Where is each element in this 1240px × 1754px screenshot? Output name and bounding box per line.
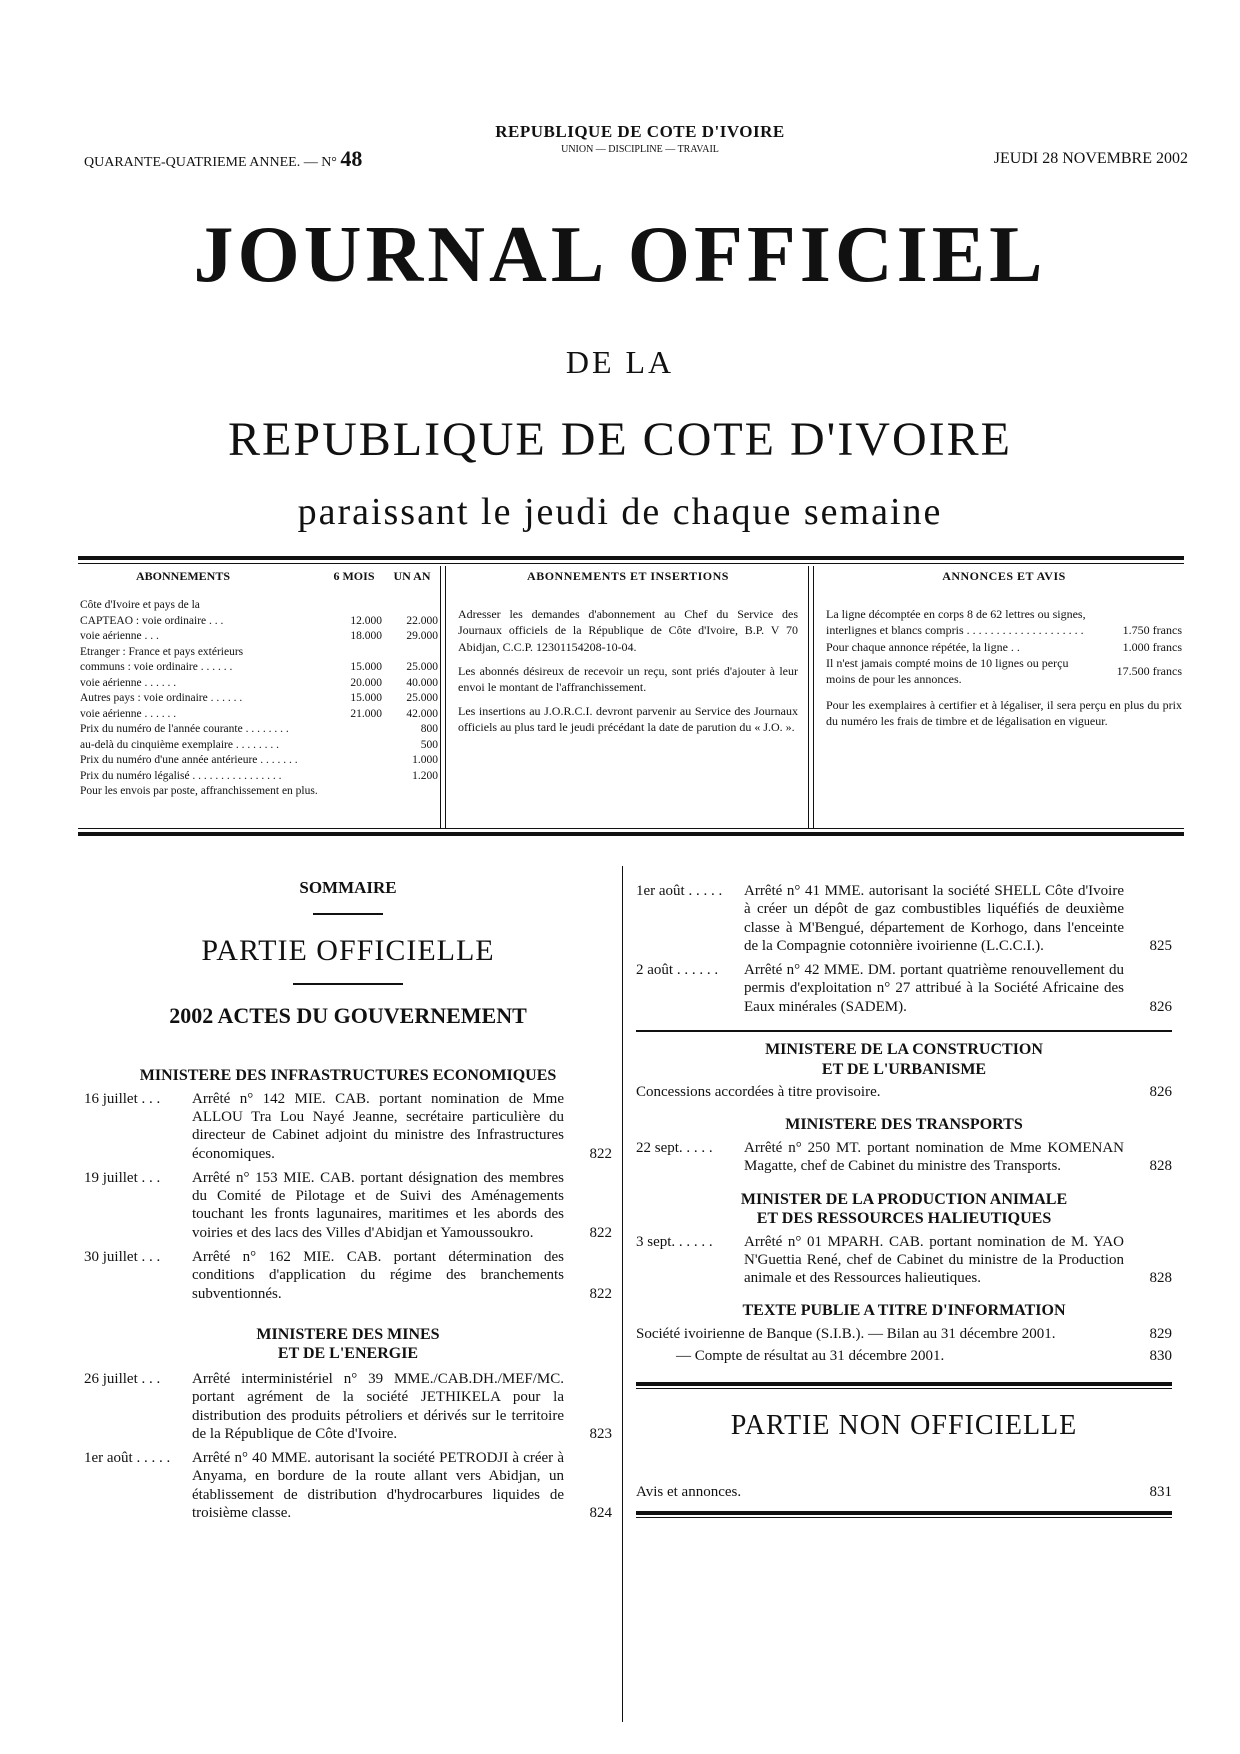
annonces-box [826,568,1182,824]
entry-text: Arrêté interministériel n° 39 MME./CAB.DH./MEF/MC. portant agrément de la société JETHIKELA pour la distribution des produits pétroliers et dérivés sur le territoire de la République de Côte d'Ivoire. [192,1370,564,1442]
subscription-label: Prix du numéro légalisé . . . . . . . . . . . . . . . . [80,769,282,782]
annonces-minimum-price: 17.500 francs [1116,663,1182,678]
top-rule-thin [78,563,1184,564]
ministry-production-line1: MINISTER DE LA PRODUCTION ANIMALE [740,1190,1068,1208]
partie-non-officielle-heading: PARTIE NON OFFICIELLE [730,1409,1078,1441]
subscription-row [80,753,438,769]
subscription-label: voie aérienne . . . . . . [80,676,177,689]
summary-entry [84,1370,612,1443]
annonces-heading: ANNONCES ET AVIS [942,569,1066,583]
subscription-row [80,722,438,738]
summary-entry [84,1248,612,1303]
entry-date: 2 août . . . . . . [636,962,719,979]
entry-page: 823 [589,1425,612,1442]
mines-continued-entries [636,882,1172,1016]
masthead-frequency: paraissant le jeudi de chaque semaine [297,491,943,533]
issue-number: 48 [340,146,363,171]
concessions-page: 826 [1149,1084,1172,1101]
entry-text: Arrêté n° 142 MIE. CAB. portant nomination de Mme ALLOU Tra Lou Nayé Jeanne, secrétaire particulière du directeur de Cabinet adjoint du ministre des Infrastructures économiques. [192,1090,564,1162]
entry-text: Arrêté n° 250 MT. portant nomination de Mme KOMENAN Magatte, chef de Cabinet du ministre des Transports. [744,1139,1124,1175]
annonces-legalisation: Pour les exemplaires à certifier et à légaliser, il sera perçu en plus du prix du numéro les frais de timbre et de légalisation en vigueur. [826,698,1182,729]
concessions-entry: Concessions accordées à titre provisoire. [636,1084,881,1101]
avis-entry: Avis et annonces. [636,1483,742,1500]
section-rule [636,1030,1172,1032]
sib-bilan-page: 829 [1149,1325,1172,1342]
ministry-production-line2: ET DES RESSOURCES HALIEUTIQUES [756,1210,1052,1228]
annonces-repeat-price: 1.000 francs [1122,639,1182,654]
non-officielle-rule [636,1382,1172,1386]
subscription-row [80,660,438,676]
summary-entry [636,882,1172,955]
subscription-one-year: 40.000 [406,676,438,689]
subscriptions-heading: ABONNEMENTS [136,569,231,583]
entry-date: 30 juillet . . . [84,1249,161,1266]
actes-heading: 2002 ACTES DU GOUVERNEMENT [169,1003,527,1029]
subscription-label: Prix du numéro d'une année antérieure . . . . . . . [80,754,298,767]
subscription-one-year: 1.000 [412,754,438,767]
ministry-mines-line2: ET DE L'ENERGIE [277,1345,419,1363]
summary-left-column [84,876,612,1528]
bottom-rule-thin [636,1517,1172,1518]
subscription-one-year: 25.000 [406,661,438,674]
subscription-row [80,645,438,661]
subscription-six-months [326,598,382,614]
box-separator [808,566,814,828]
summary-entry [84,1449,612,1522]
transports-entry [636,1139,1172,1176]
entry-date: 22 sept. . . . . [636,1139,713,1156]
subscription-row [80,707,438,723]
subscription-six-months: 15.000 [350,692,382,705]
non-officielle-rule-thin [636,1388,1172,1389]
subscription-one-year: 42.000 [406,707,438,720]
subscription-label: CAPTEAO : voie ordinaire . . . [80,614,224,627]
subscription-one-year: 22.000 [406,614,438,627]
annonces-line-rate: La ligne décomptée en corps 8 de 62 lettres ou signes, interlignes et blancs compris . . . . . . . . . . . . . . . . . . . . [826,607,1086,638]
ministry-construction-line1: MINISTERE DE LA CONSTRUCTION [765,1041,1043,1059]
entry-page: 826 [1149,998,1172,1015]
ministry-transports: MINISTERE DES TRANSPORTS [785,1116,1023,1134]
subscription-one-year: 800 [420,723,438,736]
insertions-text-3: Les insertions au J.O.R.C.I. devront parvenir au Service des Journaux officiels au plus tard le jeudi précédant la date de parution du « J.O. ». [458,704,798,735]
entry-text: Arrêté n° 153 MIE. CAB. portant désignation des membres du Comité de Pilotage et de Suivi des Aménagements touchant les fronts lagunaires, maritimes et les abords des voiries et des lacs des Villes d'Abidjan et Yamoussoukro. [192,1169,564,1241]
subscription-row [80,738,438,754]
entry-text: Arrêté n° 01 MPARH. CAB. portant nomination de M. YAO N'Guettia René, chef de Cabinet du ministre de la Production animale et des Ressources halieutiques. [744,1233,1124,1287]
subscription-label: voie aérienne . . . [80,630,159,643]
avis-page: 831 [1149,1483,1172,1500]
entry-page: 824 [589,1505,612,1522]
annonces-repeat-rate: Pour chaque annonce répétée, la ligne . . [826,639,1020,654]
ministry-mines-entries [84,1370,612,1522]
entry-page: 828 [1149,1270,1172,1287]
subscription-label: Côte d'Ivoire et pays de la [80,599,200,612]
entry-page: 822 [589,1285,612,1302]
subscriptions-table [80,598,438,800]
header-motto: UNION — DISCIPLINE — TRAVAIL [561,144,719,155]
subscription-six-months: 18.000 [350,630,382,643]
entry-date: 3 sept. . . . . . [636,1233,713,1250]
subscription-one-year [382,598,438,614]
entry-date: 19 juillet . . . [84,1169,161,1186]
box-bottom-rule [78,832,1184,836]
summary-right-column [636,882,1172,1518]
subscription-one-year [382,645,438,661]
bottom-rule [636,1511,1172,1515]
entry-text: Arrêté n° 42 MME. DM. portant quatrième renouvellement du permis d'exploitation n° 27 attribué à la Société Africaine des Eaux minérales (SADEM). [744,962,1124,1015]
header-republic-block [440,122,840,155]
issue-line [84,146,362,172]
annonces-minimum: Il n'est jamais compté moins de 10 lignes ou perçu moins de pour les annonces. [826,655,1069,686]
subscription-six-months [326,753,382,769]
annonces-line-price: 1.750 francs [1122,623,1182,638]
entry-date: 1er août . . . . . [636,883,723,899]
header-republic: REPUBLIQUE DE COTE D'IVOIRE [495,122,785,141]
sib-compte-page: 830 [1149,1348,1172,1365]
ministry-construction-line2: ET DE L'URBANISME [821,1060,987,1078]
subscription-label: voie aérienne . . . . . . [80,707,177,720]
production-entry [636,1233,1172,1288]
sommaire-rule [313,913,383,915]
subscription-six-months [326,784,382,800]
subscription-six-months: 12.000 [350,614,382,627]
entry-text: Arrêté n° 41 MME. autorisant la société SHELL Côte d'Ivoire à créer un dépôt de gaz combustibles liquéfiés de deuxième classe à M'Bengué, département de Korhogo, dans l'enceinte de la Compagnie cotonnière ivoirienne (L.C.C.I.). [744,883,1124,954]
subscription-row [80,614,438,630]
insertions-heading: ABONNEMENTS ET INSERTIONS [527,569,729,583]
subscription-six-months: 21.000 [350,707,382,720]
entry-page: 822 [589,1224,612,1241]
subscription-one-year: 500 [420,738,438,751]
subscription-one-year: 25.000 [406,692,438,705]
subscription-one-year: 29.000 [406,630,438,643]
summary-entry [636,961,1172,1016]
col-six-months: 6 MOIS [333,569,375,583]
subscription-six-months [326,738,382,754]
entry-page: 822 [589,1145,612,1162]
entry-date: 16 juillet . . . [84,1090,161,1107]
subscription-label: Etranger : France et pays extérieurs [80,645,244,658]
subscription-row [80,691,438,707]
subscription-row [80,598,438,614]
journal-title: JOURNAL OFFICIEL [193,211,1047,299]
entry-date: 26 juillet . . . [84,1370,161,1387]
subscription-label: communs : voie ordinaire . . . . . . [80,661,233,674]
insertions-text-2: Les abonnés désireux de recevoir un reçu, sont priés d'ajouter à leur envoi le montant de l'affranchissement. [458,663,798,694]
subscription-one-year [382,784,438,800]
ministry-infrastructures: MINISTERE DES INFRASTRUCTURES ECONOMIQUES [139,1067,557,1085]
summary-entry [84,1090,612,1163]
box-bottom-rule-thin [78,828,1184,829]
ministry-infrastructures-entries [84,1090,612,1303]
subscription-six-months [326,769,382,785]
summary-entry [84,1169,612,1242]
subscription-row [80,676,438,692]
subscription-six-months: 15.000 [350,661,382,674]
ministry-mines-line1: MINISTERE DES MINES [256,1325,440,1343]
subscription-one-year: 1.200 [412,769,438,782]
top-rule [78,556,1184,560]
box-separator [440,566,446,828]
entry-date: 1er août . . . . . [84,1450,171,1467]
issue-date: JEUDI 28 NOVEMBRE 2002 [993,150,1188,167]
partie-officielle-heading: PARTIE OFFICIELLE [201,933,495,967]
masthead-de-la: DE LA [565,344,675,380]
subscription-six-months: 20.000 [350,676,382,689]
col-one-year: UN AN [393,569,431,583]
subscription-six-months [326,645,382,661]
subscription-row [80,769,438,785]
subscription-row [80,629,438,645]
subscription-label: Autres pays : voie ordinaire . . . . . . [80,692,243,705]
insertions-box [458,568,798,824]
sommaire-heading: SOMMAIRE [299,878,397,897]
subscription-label: au-delà du cinquième exemplaire . . . . . . . . [80,738,279,751]
subscription-row [80,784,438,800]
subscription-six-months [326,722,382,738]
year-label: QUARANTE-QUATRIEME ANNEE. — N° [84,155,337,170]
entry-text: Arrêté n° 162 MIE. CAB. portant détermination des conditions d'application du régime des branchements subventionnés. [192,1249,564,1302]
insertions-text-1: Adresser les demandes d'abonnement au Chef du Service des Journaux officiels de la République de Côte d'Ivoire, B.P. V 70 Abidjan, C.C.P. 12301154208-10-04. [458,607,798,654]
sib-compte-entry: — Compte de résultat au 31 décembre 2001. [676,1348,945,1365]
entry-page: 825 [1149,937,1172,954]
entry-page: 828 [1149,1158,1172,1175]
subscription-label: Prix du numéro de l'année courante . . . . . . . . [80,723,289,736]
subscriptions-box [80,568,438,824]
partie-officielle-rule [293,983,403,985]
column-divider [622,866,623,1722]
texte-information-heading: TEXTE PUBLIE A TITRE D'INFORMATION [742,1302,1066,1320]
entry-text: Arrêté n° 40 MME. autorisant la société PETRODJI à créer à Anyama, en bordure de la route allant vers Abidjan, un établissement de distribution d'hydrocarbures liquides de troisième classe. [192,1450,564,1522]
masthead-republic: REPUBLIQUE DE COTE D'IVOIRE [228,413,1012,466]
subscription-label: Pour les envois par poste, affranchissement en plus. [80,785,318,798]
sib-bilan-entry: Société ivoirienne de Banque (S.I.B.). — Bilan au 31 décembre 2001. [636,1325,1056,1342]
